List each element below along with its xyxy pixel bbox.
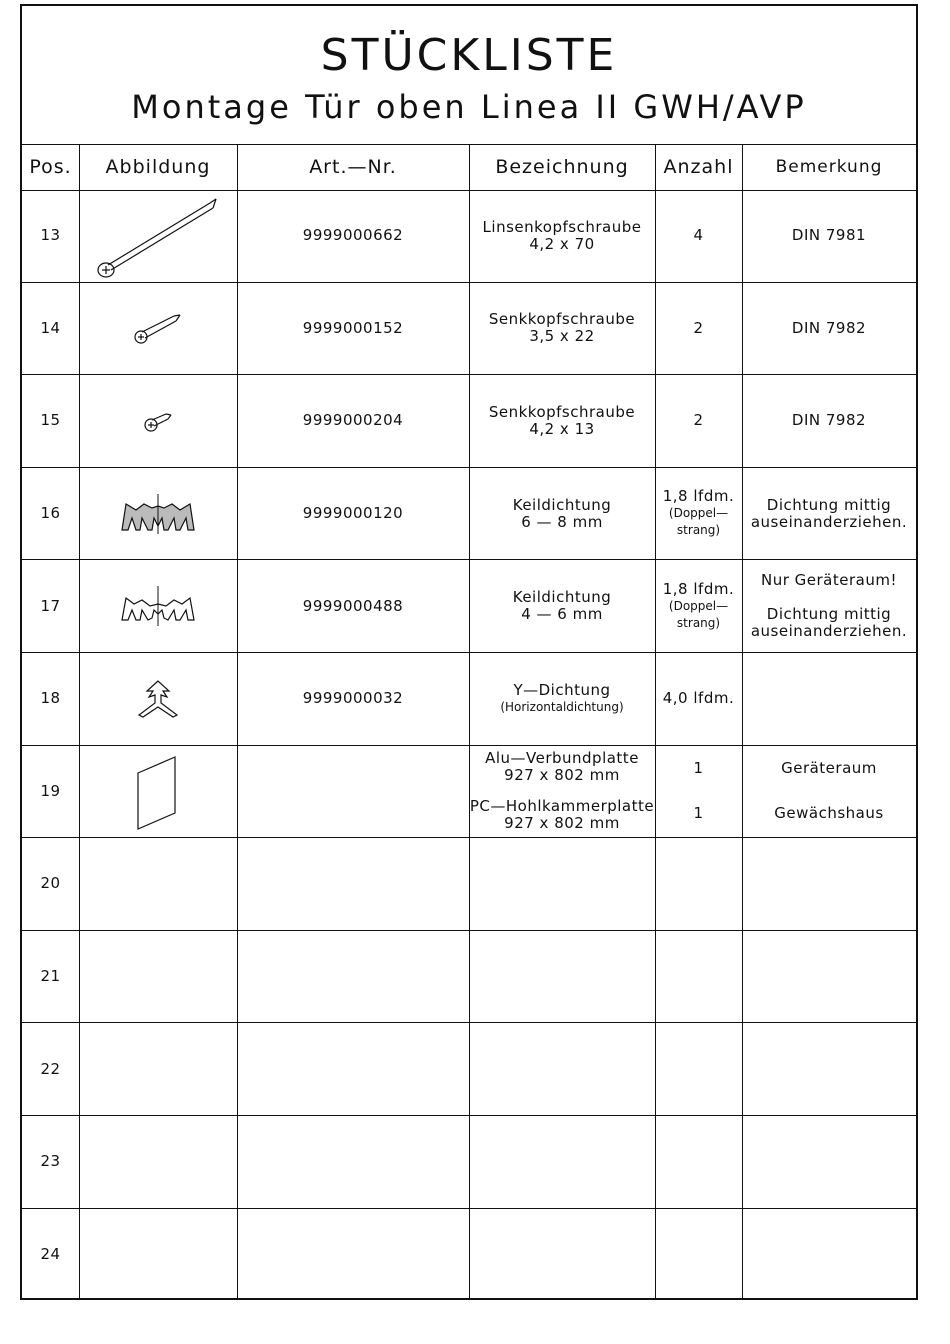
qty-line-3: strang) — [676, 523, 721, 538]
header-qty: Anzahl — [663, 156, 734, 178]
parts-list-sheet — [20, 4, 918, 1300]
name-line-1: Senkkopfschraube — [488, 310, 636, 329]
table-row — [22, 560, 916, 653]
row-qty: 4 — [693, 226, 704, 245]
qty-b: 1 — [693, 804, 704, 823]
table-row — [22, 1116, 916, 1209]
header-remark: Bemerkung — [775, 157, 883, 177]
table-row — [22, 1209, 916, 1302]
row-qty — [655, 746, 742, 838]
long-screw-icon — [79, 190, 237, 282]
row-pos: 21 — [40, 967, 61, 986]
name-line-1: Senkkopfschraube — [488, 402, 636, 421]
row-name — [469, 653, 655, 745]
short-screw-icon — [79, 283, 237, 375]
name-line-2: 4 — 6 mm — [521, 605, 603, 624]
name-line-2: 6 — 8 mm — [521, 512, 603, 531]
table-row — [22, 283, 916, 376]
wedge-seal-small-icon — [79, 560, 237, 652]
row-pos: 20 — [40, 874, 61, 893]
wedge-seal-icon — [79, 468, 237, 560]
remark-b: Gewächshaus — [774, 804, 884, 823]
row-remark: DIN 7981 — [791, 226, 867, 245]
qty-line-2: (Doppel— — [668, 598, 729, 613]
name-line-2: (Horizontaldichtung) — [500, 699, 624, 714]
table-header — [22, 144, 916, 191]
row-art-nr: 9999000032 — [302, 689, 404, 708]
row-pos: 18 — [40, 689, 61, 708]
table-row — [22, 1023, 916, 1116]
qty-line-3: strang) — [676, 615, 721, 630]
row-qty: 2 — [693, 318, 704, 337]
remark-line-2: auseinanderziehen. — [750, 512, 908, 531]
row-pos: 24 — [40, 1245, 61, 1264]
row-name — [469, 468, 655, 560]
title-block — [22, 6, 916, 145]
table-row — [22, 190, 916, 283]
name-b-line-2: 927 x 802 mm — [504, 814, 620, 833]
header-art-nr: Art.—Nr. — [309, 156, 397, 178]
row-art-nr: 9999000152 — [302, 318, 404, 337]
row-qty — [655, 560, 742, 652]
row-remark — [742, 746, 916, 838]
name-a-line-1: Alu—Verbundplatte — [485, 749, 639, 768]
name-line-1: Linsenkopfschraube — [482, 217, 642, 236]
row-qty: 2 — [693, 411, 704, 430]
row-pos: 17 — [40, 596, 61, 615]
table-row — [22, 468, 916, 561]
name-line-2: 3,5 x 22 — [529, 327, 595, 346]
row-pos: 19 — [40, 781, 61, 800]
remark-line-0: Nur Geräteraum! — [761, 571, 897, 590]
header-pos: Pos. — [29, 156, 72, 178]
document-subtitle: Montage Tür oben Linea II GWH/AVP — [131, 88, 807, 126]
row-name — [469, 190, 655, 282]
row-name — [469, 375, 655, 467]
row-remark: DIN 7982 — [791, 318, 867, 337]
row-pos: 13 — [40, 226, 61, 245]
header-name: Bezeichnung — [495, 156, 629, 178]
row-qty: 4,0 lfdm. — [662, 689, 735, 708]
row-remark: DIN 7982 — [791, 411, 867, 430]
table-row — [22, 931, 916, 1024]
remark-line-2: auseinanderziehen. — [750, 622, 908, 641]
row-qty — [655, 468, 742, 560]
table-row — [22, 653, 916, 746]
row-pos: 15 — [40, 411, 61, 430]
header-image: Abbildung — [105, 156, 211, 178]
remark-a: Geräteraum — [781, 759, 877, 778]
qty-line-1: 1,8 lfdm. — [662, 579, 735, 598]
row-art-nr: 9999000662 — [302, 226, 404, 245]
row-pos: 23 — [40, 1152, 61, 1171]
row-name — [469, 560, 655, 652]
name-line-1: Y—Dichtung — [513, 680, 611, 699]
name-line-1: Keildichtung — [512, 495, 612, 514]
qty-a: 1 — [693, 759, 704, 778]
name-a-line-2: 927 x 802 mm — [504, 766, 620, 785]
y-seal-icon — [79, 653, 237, 745]
qty-line-2: (Doppel— — [668, 506, 729, 521]
name-line-2: 4,2 x 13 — [529, 419, 595, 438]
row-remark — [742, 653, 916, 745]
remark-line-1: Dichtung mittig — [766, 495, 892, 514]
row-remark — [742, 468, 916, 560]
row-art-nr: 9999000488 — [302, 596, 404, 615]
panel-icon — [79, 746, 237, 838]
row-name — [469, 283, 655, 375]
row-art-nr: 9999000120 — [302, 504, 404, 523]
row-pos: 14 — [40, 318, 61, 337]
table-row — [22, 746, 916, 839]
row-remark — [742, 560, 916, 652]
name-line-1: Keildichtung — [512, 588, 612, 607]
name-line-2: 4,2 x 70 — [529, 234, 595, 253]
row-pos: 16 — [40, 504, 61, 523]
row-name — [469, 746, 655, 838]
document-title: STÜCKLISTE — [320, 30, 618, 81]
name-b-line-1: PC—Hohlkammerplatte — [469, 797, 655, 816]
table-row — [22, 838, 916, 931]
tiny-screw-icon — [79, 375, 237, 467]
row-pos: 22 — [40, 1059, 61, 1078]
qty-line-1: 1,8 lfdm. — [662, 487, 735, 506]
row-art-nr — [237, 746, 469, 838]
remark-line-1: Dichtung mittig — [766, 605, 892, 624]
row-art-nr: 9999000204 — [302, 411, 404, 430]
table-row — [22, 375, 916, 468]
